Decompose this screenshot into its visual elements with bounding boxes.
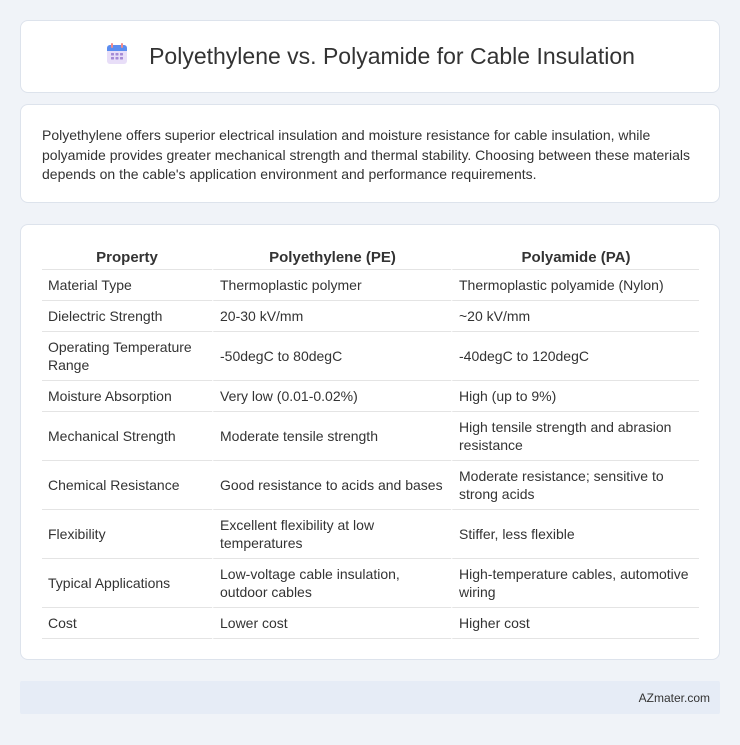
cell-pe: Moderate tensile strength [212, 412, 451, 461]
table-row [42, 301, 699, 332]
cell-property: Chemical Resistance [42, 461, 212, 510]
header-polyethylene: Polyethylene (PE) [212, 245, 451, 270]
cell-pe: -50degC to 80degC [212, 332, 451, 381]
calendar-icon [105, 42, 129, 71]
title-group [105, 42, 635, 71]
intro-card [20, 104, 720, 203]
table-header-row [42, 245, 699, 270]
title-card [20, 20, 720, 93]
cell-pa: ~20 kV/mm [451, 301, 699, 332]
cell-property: Flexibility [42, 510, 212, 559]
cell-property: Moisture Absorption [42, 381, 212, 412]
table-row [42, 270, 699, 301]
footer [20, 681, 720, 714]
cell-pe: Excellent flexibility at low temperatures [212, 510, 451, 559]
footer-brand: AZmater.com [638, 690, 710, 705]
header-polyamide: Polyamide (PA) [451, 245, 699, 270]
cell-pa: -40degC to 120degC [451, 332, 699, 381]
table-row [42, 332, 699, 381]
cell-property: Mechanical Strength [42, 412, 212, 461]
table-row [42, 412, 699, 461]
cell-property: Typical Applications [42, 559, 212, 608]
cell-property: Dielectric Strength [42, 301, 212, 332]
cell-pe: Low-voltage cable insulation, outdoor cables [212, 559, 451, 608]
comparison-table [42, 245, 699, 639]
cell-pa: Moderate resistance; sensitive to strong acids [451, 461, 699, 510]
cell-pe: Thermoplastic polymer [212, 270, 451, 301]
intro-text: Polyethylene offers superior electrical insulation and moisture resistance for cable insulation, while polyamide provides greater mechanical strength and thermal stability. Choosing between these materials depends on the cable's application environment and performance requirements. [42, 127, 690, 182]
table-row [42, 559, 699, 608]
table-card [20, 224, 720, 660]
page-title: Polyethylene vs. Polyamide for Cable Insulation [149, 43, 635, 69]
cell-property: Material Type [42, 270, 212, 301]
cell-property: Cost [42, 608, 212, 639]
table-row [42, 461, 699, 510]
cell-pa: High tensile strength and abrasion resistance [451, 412, 699, 461]
cell-pa: Higher cost [451, 608, 699, 639]
cell-pe: Lower cost [212, 608, 451, 639]
table-row [42, 608, 699, 639]
cell-pe: Very low (0.01-0.02%) [212, 381, 451, 412]
cell-pa: High (up to 9%) [451, 381, 699, 412]
table-row [42, 510, 699, 559]
cell-pa: Thermoplastic polyamide (Nylon) [451, 270, 699, 301]
cell-pe: Good resistance to acids and bases [212, 461, 451, 510]
header-property: Property [42, 245, 212, 270]
cell-pe: 20-30 kV/mm [212, 301, 451, 332]
table-row [42, 381, 699, 412]
cell-pa: High-temperature cables, automotive wiring [451, 559, 699, 608]
cell-pa: Stiffer, less flexible [451, 510, 699, 559]
cell-property: Operating Temperature Range [42, 332, 212, 381]
